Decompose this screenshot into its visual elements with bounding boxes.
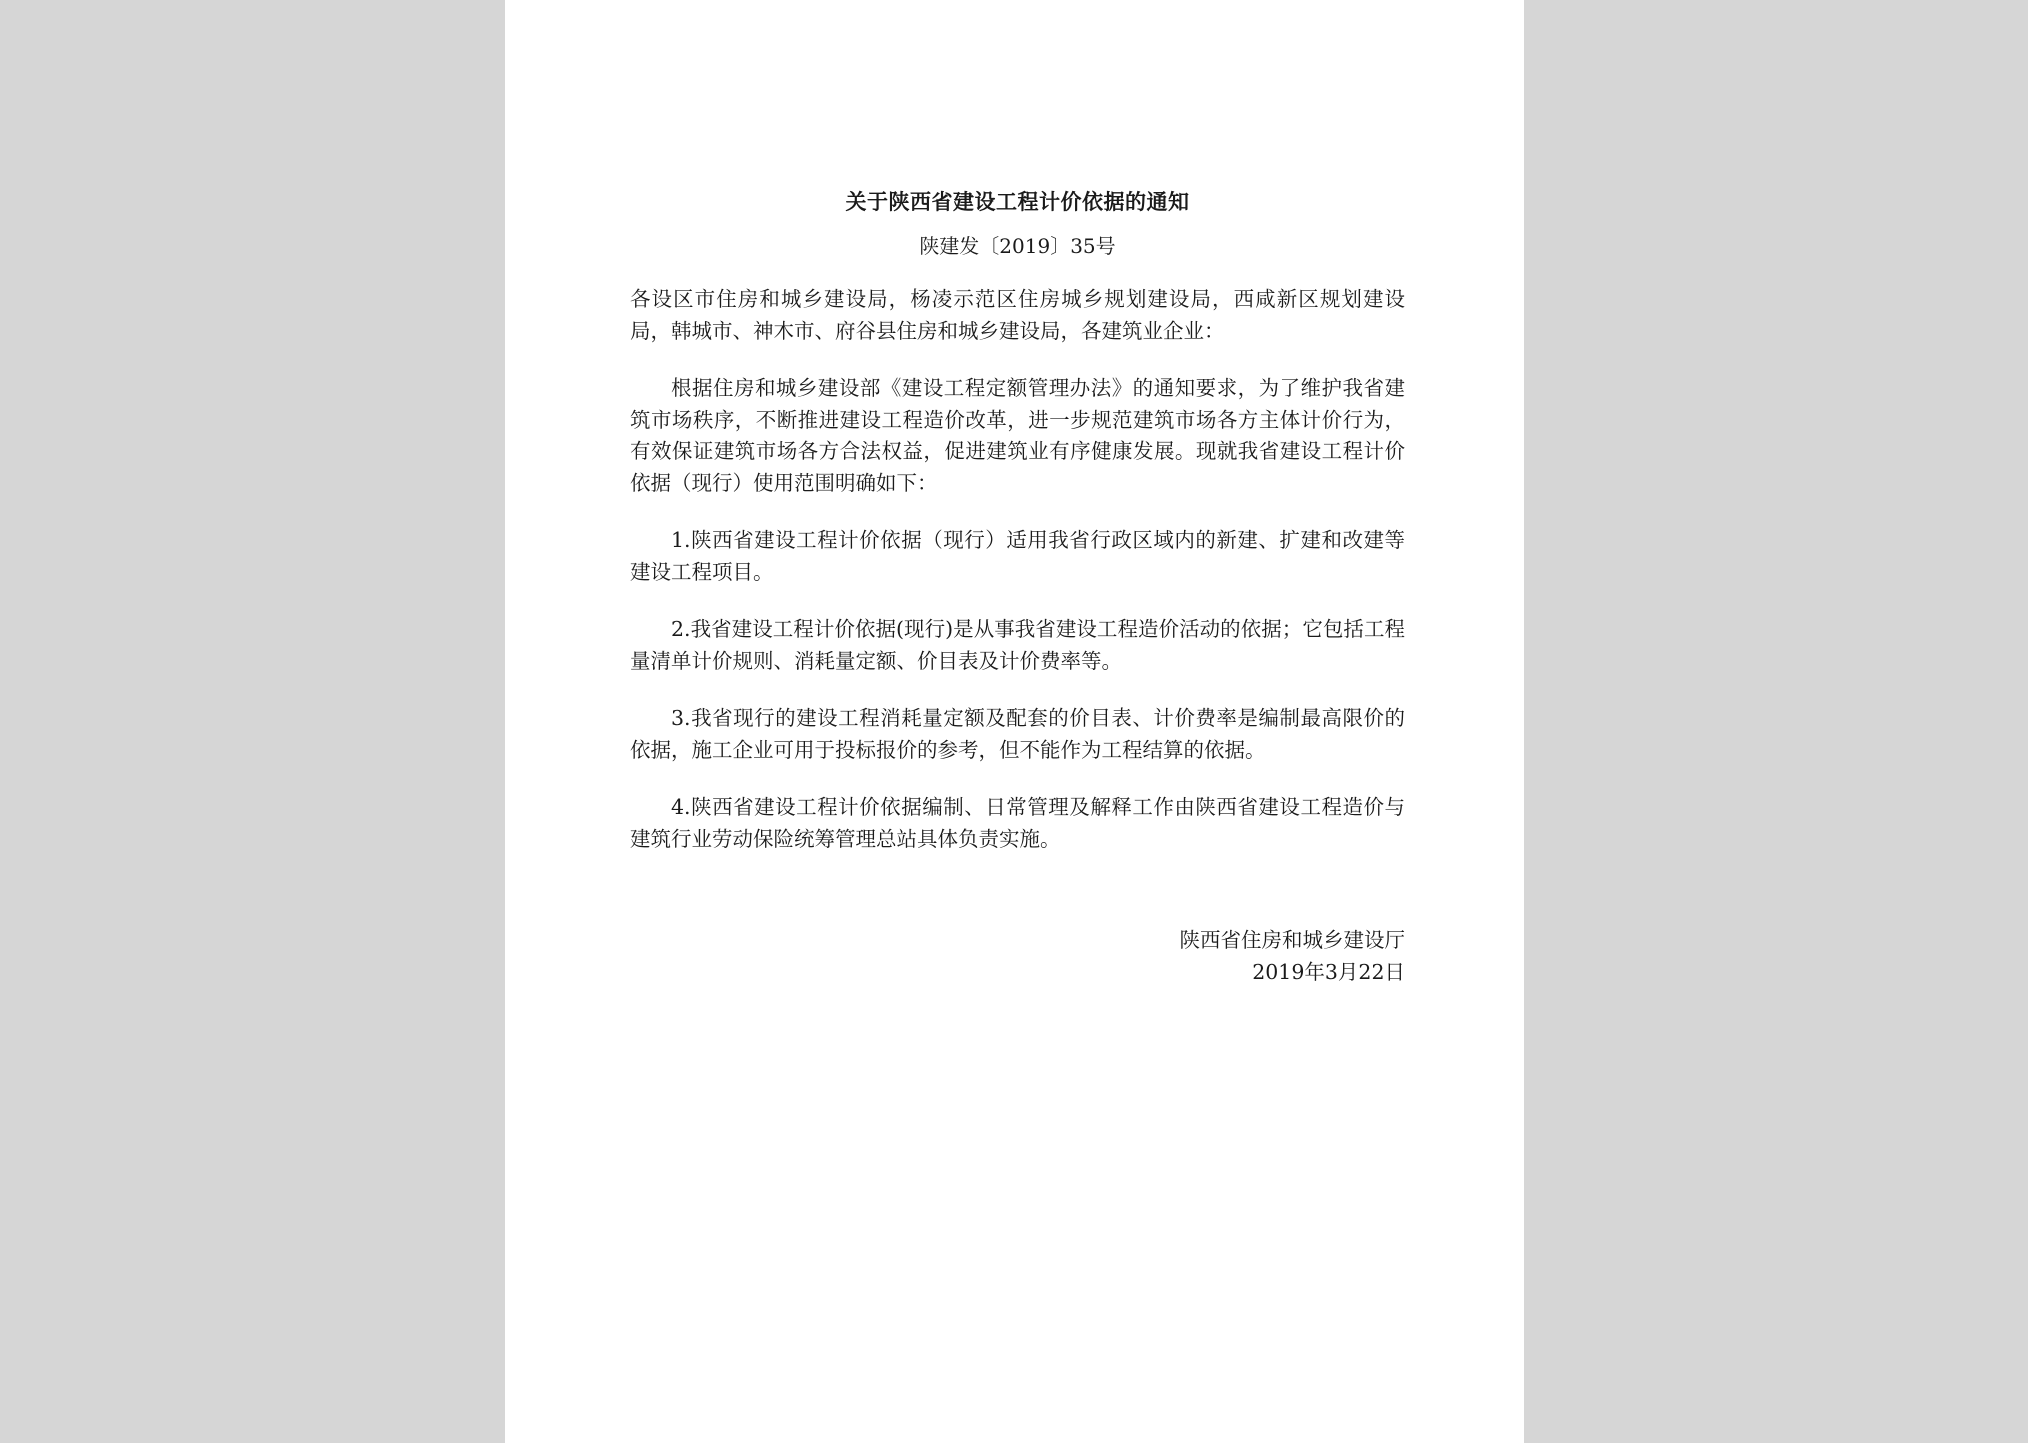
issuer-name: 陕西省住房和城乡建设厅 xyxy=(1179,928,1405,952)
issue-date: 2019年3月22日 xyxy=(1252,959,1405,984)
item-1: 1.陕西省建设工程计价依据（现行）适用我省行政区域内的新建、扩建和改建等建设工程项目。 xyxy=(630,528,1405,584)
signature-block xyxy=(630,925,1405,988)
document-number: 陕建发〔2019〕35号 xyxy=(919,234,1116,258)
item-4: 4.陕西省建设工程计价依据编制、日常管理及解释工作由陕西省建设工程造价与建筑行业劳动保险统筹管理总站具体负责实施。 xyxy=(630,795,1405,851)
item-2: 2.我省建设工程计价依据(现行)是从事我省建设工程造价活动的依据；它包括工程量清单计价规则、消耗量定额、价目表及计价费率等。 xyxy=(630,617,1405,673)
document-title: 关于陕西省建设工程计价依据的通知 xyxy=(845,189,1190,214)
intro-paragraph: 根据住房和城乡建设部《建设工程定额管理办法》的通知要求，为了维护我省建筑市场秩序，不断推进建设工程造价改革，进一步规范建筑市场各方主体计价行为，有效保证建筑市场各方合法权益，促进建筑业有序健康发展。现就我省建设工程计价依据（现行）使用范围明确如下： xyxy=(630,376,1405,495)
salutation: 各设区市住房和城乡建设局，杨凌示范区住房城乡规划建设局，西咸新区规划建设局，韩城市、神木市、府谷县住房和城乡建设局，各建筑业企业： xyxy=(630,287,1405,343)
item-3: 3.我省现行的建设工程消耗量定额及配套的价目表、计价费率是编制最高限价的依据，施工企业可用于投标报价的参考，但不能作为工程结算的依据。 xyxy=(630,706,1405,762)
document-content xyxy=(630,186,1405,988)
document-page xyxy=(505,0,1524,1443)
